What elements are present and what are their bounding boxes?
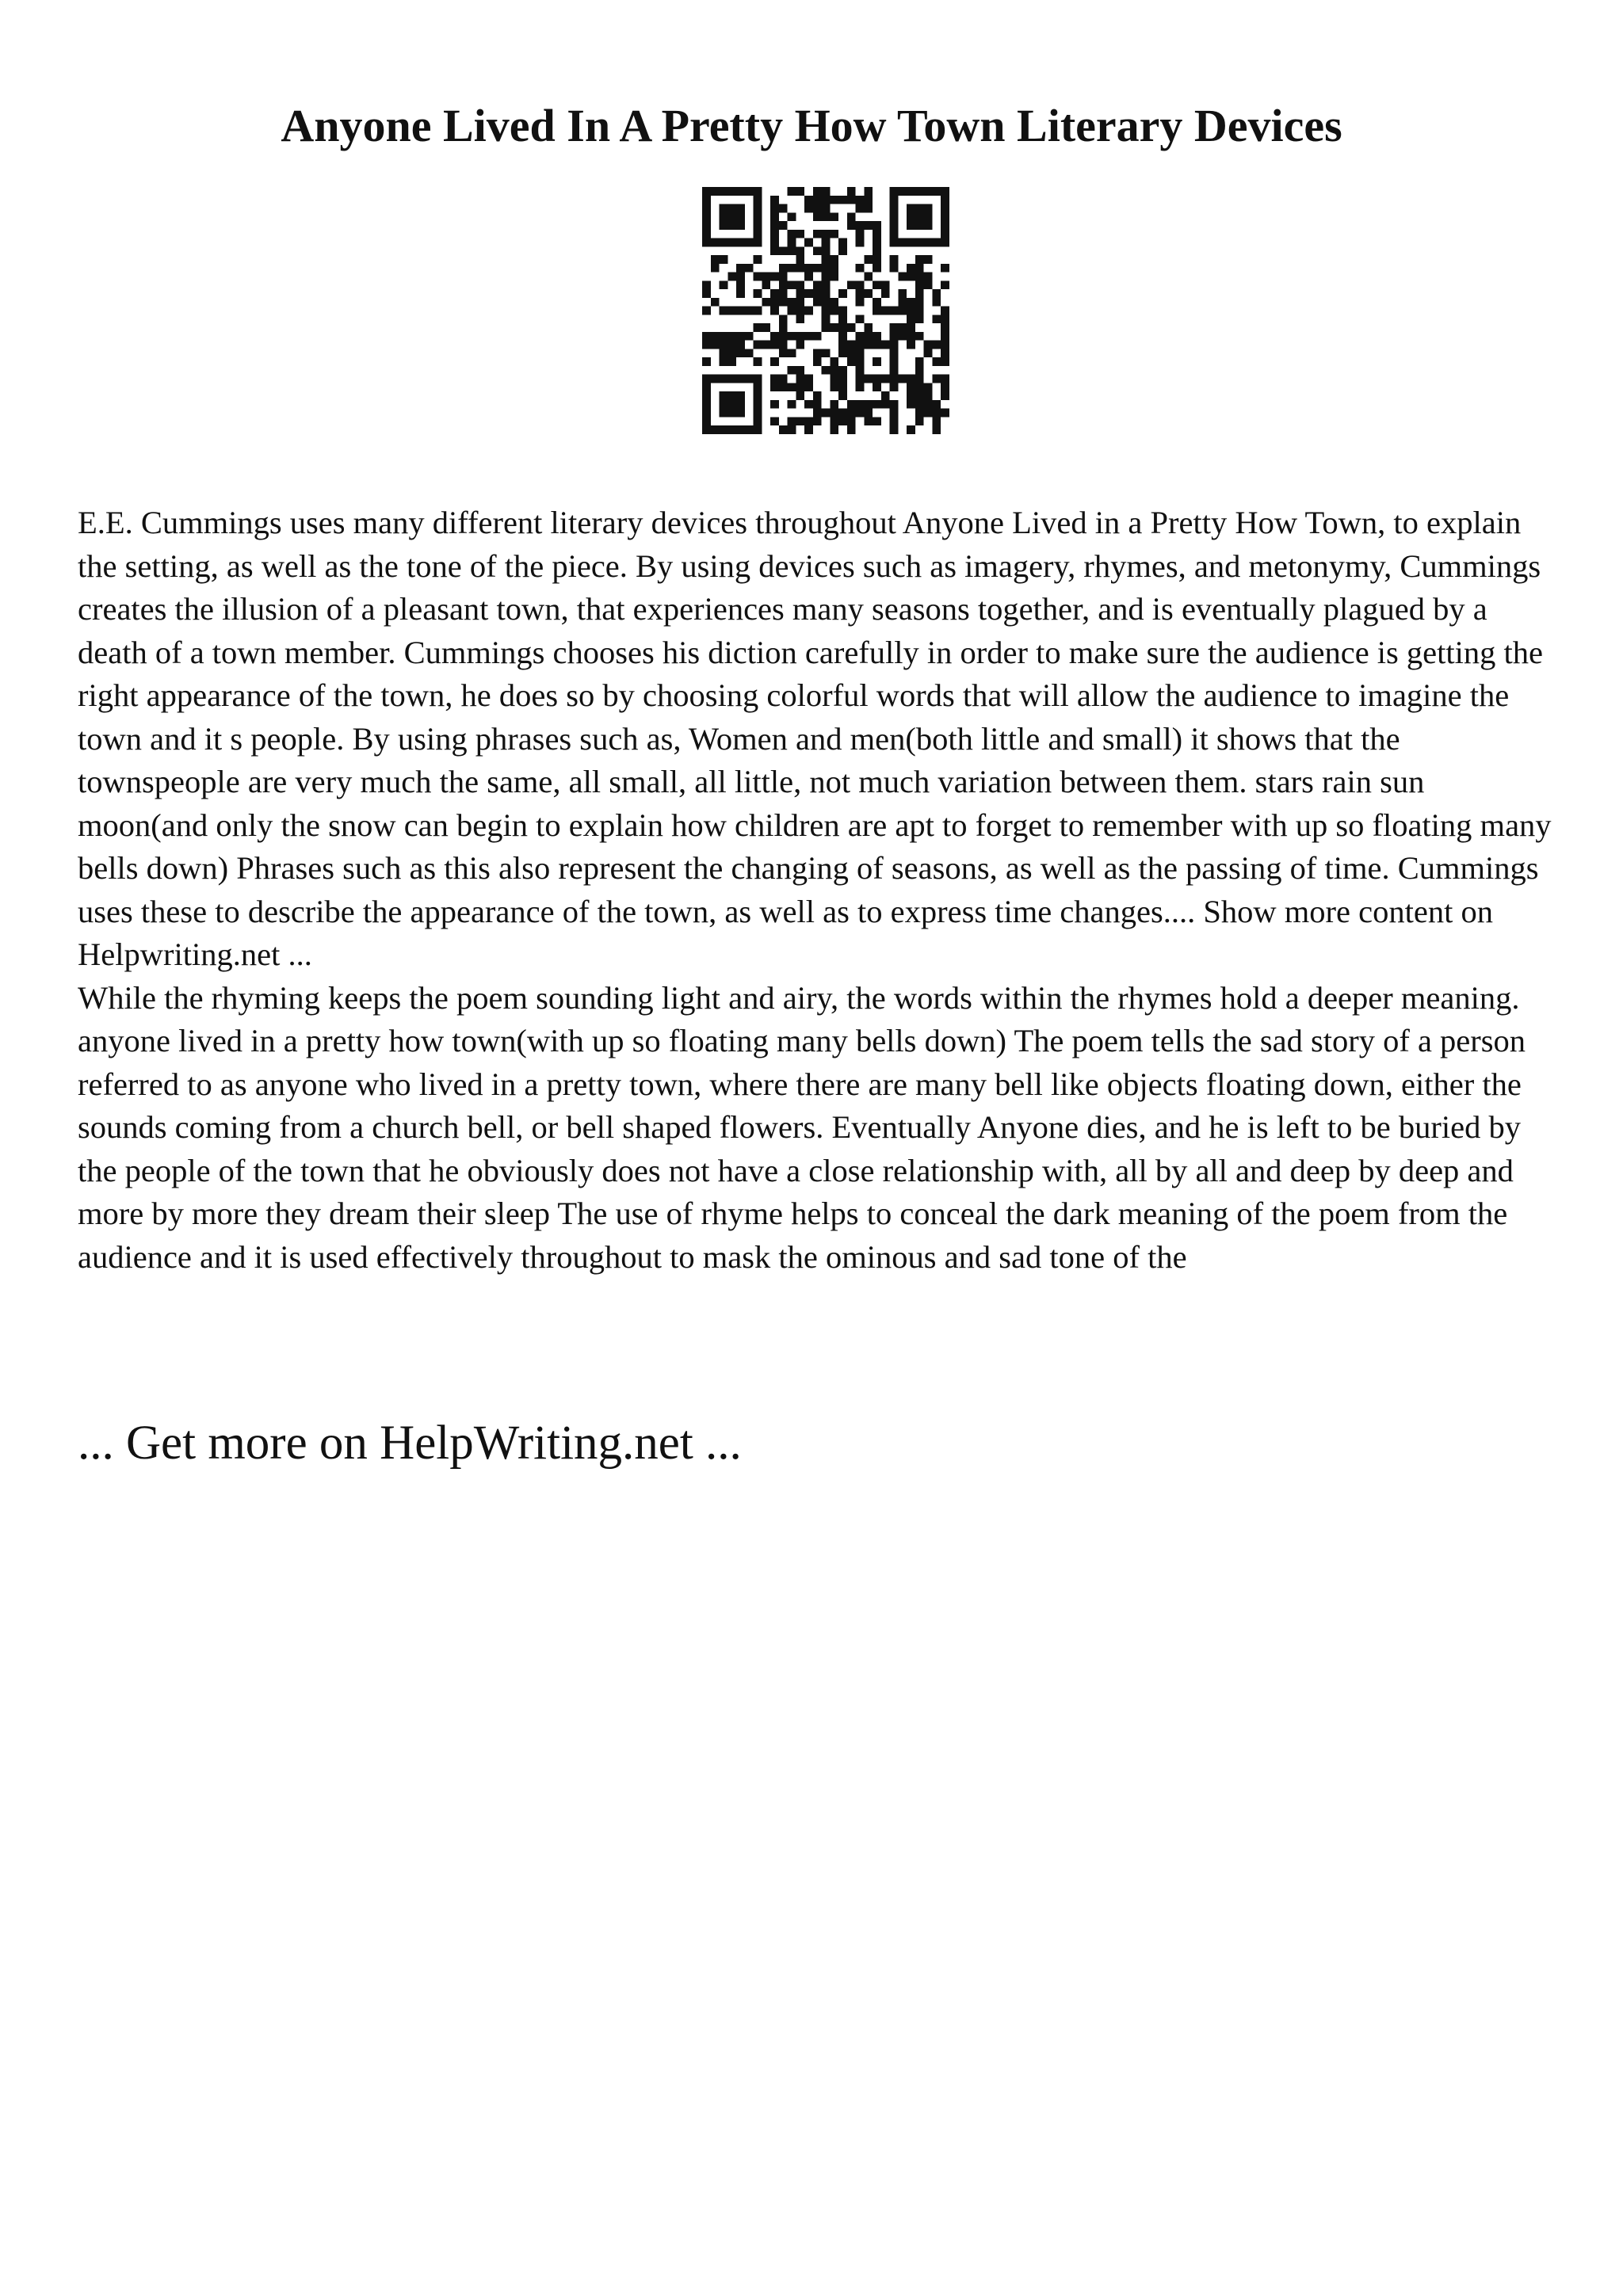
- get-more-link[interactable]: ... Get more on HelpWriting.net ...: [78, 1417, 742, 1470]
- paragraph-1: E.E. Cummings uses many different literary devices throughout Anyone Lived in a Pretty How Town, to explain the setting, as well as the tone of the piece. By using devices such as imagery, rhymes, and metonymy, Cummings creates the illusion of a pleasant town, that experiences many seasons together, and is eventually plagued by a death of a town member. Cummings chooses his diction carefully in order to make sure the audience is getting the right appearance of the town, he does so by choosing colorful words that will allow the audience to imagine the town and it s people. By using phrases such as, Women and men(both little and small) it shows that the townspeople are very much the same, all small, all little, not much variation between them. stars rain sun moon(and only the snow can begin to explain how children are apt to forget to remember with up so floating many bells down) Phrases such as this also represent the changing of seasons, as well as the passing of time. Cummings uses these to describe the appearance of the town, as well as to express time changes.... Show more content on Helpwriting.net ...: [78, 505, 1552, 972]
- qr-code-icon: [702, 187, 949, 434]
- page-title: Anyone Lived In A Pretty How Town Literary Devices: [281, 100, 1342, 151]
- article-body: [78, 502, 1561, 1279]
- paragraph-2: While the rhyming keeps the poem sounding light and airy, the words within the rhymes hold a deeper meaning. anyone lived in a pretty how town(with up so floating many bells down) The poem tells the sad story of a person referred to as anyone who lived in a pretty town, where there are many bell like objects floating down, either the sounds coming from a church bell, or bell shaped flowers. Eventually Anyone dies, and he is left to be buried by the people of the town that he obviously does not have a close relationship with, all by all and deep by deep and more by more they dream their sleep The use of rhyme helps to conceal the dark meaning of the poem from the audience and it is used effectively throughout to mask the ominous and sad tone of the: [78, 979, 1526, 1275]
